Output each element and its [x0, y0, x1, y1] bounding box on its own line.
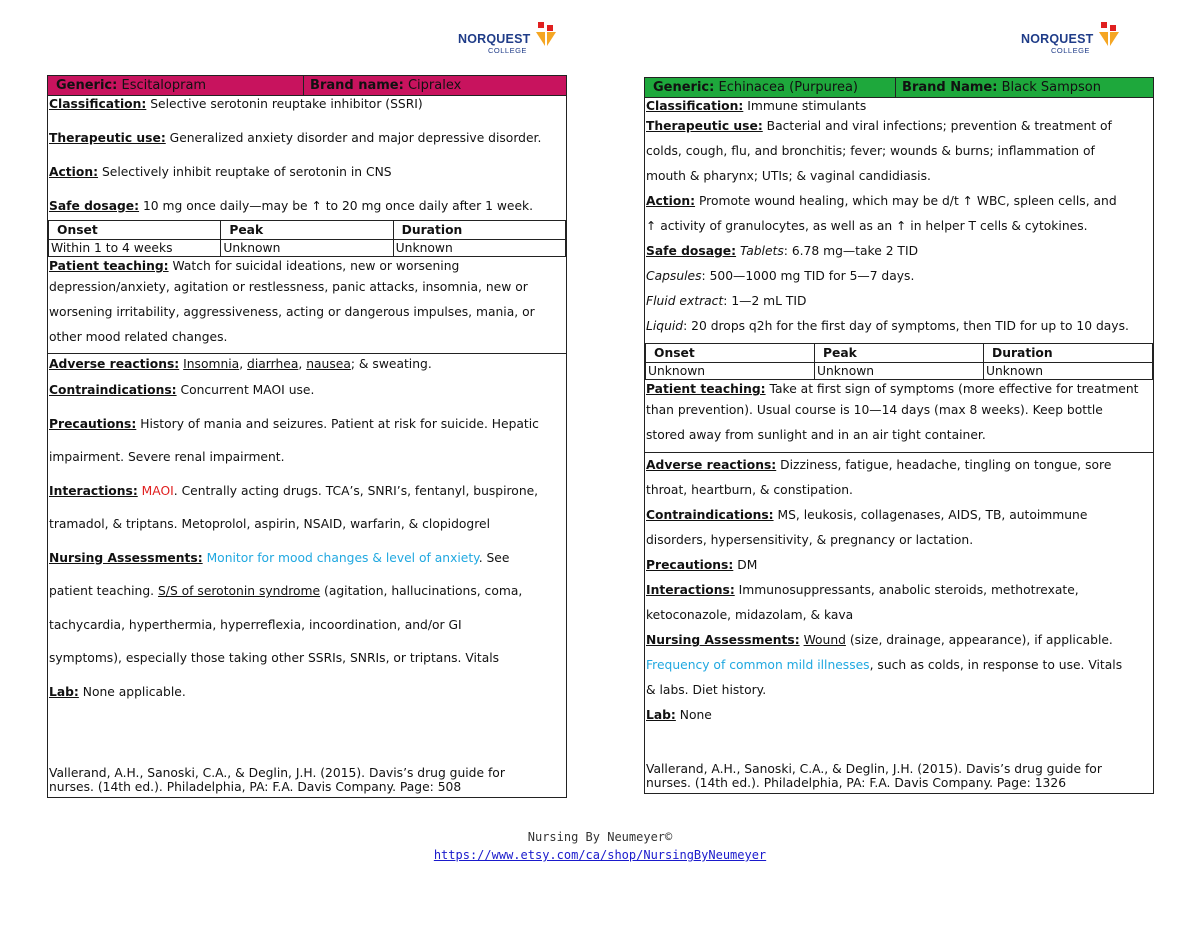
- footer-shop-link[interactable]: https://www.etsy.com/ca/shop/NursingByNeumeyer: [433, 848, 767, 862]
- assessments-row: Nursing Assessments: Wound (size, drainage, appearance), if applicable.: [646, 633, 1113, 647]
- generic-label: Generic:: [653, 80, 715, 95]
- drug-card-echinacea: [644, 77, 1154, 794]
- footer: [0, 830, 1200, 862]
- reactions-section: Adverse reactions: Insomnia, diarrhea, nausea; & sweating. Contraindications: Concurrent MAOI use. Precautions: History of mania and seizures. Patient at risk for suicide. Hepatic impairment. Severe renal impairment. Interactions: MAOI. Centrally acting drugs. TCA’s, SNRI’s, fentanyl, buspirone, tramadol, & triptans. Metoprolol, aspirin, NSAID, warfarin, & clopidogrel Nursing Assessments: Monitor for mood changes & level of anxiety. See patient teaching. S/S of serotonin syndrome (agitation, hallucinations, coma, tachycardia, hyperthermia, hyperreflexia, incoordination, and/or GI symptoms), especially those taking other SSRIs, SNRIs, or triptans. Vitals Lab: None applicable.: [48, 353, 566, 709]
- brand-value: Cipralex: [407, 78, 462, 93]
- logo-subtitle: COLLEGE: [488, 46, 527, 55]
- lab-row: Lab: None: [646, 708, 712, 722]
- peak-header: Peak: [221, 221, 393, 240]
- duration-value: Unknown: [393, 240, 565, 257]
- contra-row: Contraindications: Concurrent MAOI use.: [49, 383, 315, 397]
- right-top-section: Classification: Immune stimulants Therapeutic use: Bacterial and viral infections; prevention & treatment of colds, cough, flu, and bronchitis; fever; wounds & burns; inflammation of mouth & pharynx; UTIs; & vaginal candidiasis. Action: Promote wound healing, which may be d/t ↑ WBC, spleen cells, and ↑ activity of granulocytes, as well as an ↑ in helper T cells & cytokines. Safe dosage: Tablets: 6.78 mg—take 2 TID Capsules: 500—1000 mg TID for 5—7 days. Fluid extract: 1—2 mL TID Liquid: 20 drops q2h for the first day of symptoms, then TID for up to 10 days.: [645, 98, 1153, 339]
- precautions-row: Precautions: History of mania and seizures. Patient at risk for suicide. Hepatic: [49, 416, 539, 431]
- peak-value: Unknown: [815, 363, 984, 380]
- therapeutic-row: Therapeutic use: Generalized anxiety disorder and major depressive disorder.: [49, 131, 542, 145]
- citation: Vallerand, A.H., Sanoski, C.A., & Deglin, J.H. (2015). Davis’s drug guide for nurses. (14th ed.). Philadelphia, PA: F.A. Davis Company. Page: 1326: [646, 762, 1102, 790]
- brand-label: Brand name:: [310, 78, 404, 93]
- generic-label: Generic:: [56, 78, 118, 93]
- generic-value: Escitalopram: [121, 78, 207, 93]
- duration-header: Duration: [984, 344, 1153, 363]
- logo-emblem-icon: [1099, 22, 1119, 48]
- logo-wordmark: NORQUEST: [1021, 32, 1094, 46]
- onset-peak-duration-table: [645, 343, 1153, 380]
- teaching-section: Patient teaching: Watch for suicidal ideations, new or worsening depression/anxiety, agitation or restlessness, panic attacks, insomnia, new or worsening irritability, aggressiveness, acting or dangerous impulses, mania, or other mood related changes.: [49, 259, 535, 344]
- onset-header: Onset: [646, 344, 815, 363]
- logo-subtitle: COLLEGE: [1051, 46, 1090, 55]
- generic-value: Echinacea (Purpurea): [718, 80, 858, 95]
- brand-value: Black Sampson: [1001, 80, 1101, 95]
- lab-row: Lab: None applicable.: [49, 684, 186, 699]
- card-header: [48, 76, 566, 96]
- card-header: [645, 78, 1153, 98]
- assessments-row: Nursing Assessments: Monitor for mood changes & level of anxiety. See: [49, 550, 510, 565]
- norquest-logo-left: [458, 22, 558, 56]
- dosage-row: Safe dosage: 10 mg once daily—may be ↑ to 20 mg once daily after 1 week.: [49, 199, 534, 213]
- citation: Vallerand, A.H., Sanoski, C.A., & Deglin, J.H. (2015). Davis’s drug guide for nurses. (14th ed.). Philadelphia, PA: F.A. Davis Company. Page: 508: [49, 766, 505, 794]
- duration-value: Unknown: [984, 363, 1153, 380]
- drug-card-escitalopram: [47, 75, 567, 798]
- classification-row: Classification: Selective serotonin reuptake inhibitor (SSRI): [49, 97, 423, 111]
- therapeutic-row: Therapeutic use: Bacterial and viral infections; prevention & treatment of: [646, 119, 1112, 133]
- brand-label: Brand Name:: [902, 80, 998, 95]
- precautions-row: Precautions: DM: [646, 558, 758, 572]
- contra-row: Contraindications: MS, leukosis, collagenases, AIDS, TB, autoimmune: [646, 508, 1088, 522]
- reactions-section: Adverse reactions: Dizziness, fatigue, headache, tingling on tongue, sore throat, heartburn, & constipation. Contraindications: MS, leukosis, collagenases, AIDS, TB, autoimmune disorders, hypersensitivity, & pregnancy or lactation. Precautions: DM Interactions: Immunosuppressants, anabolic steroids, methotrexate, ketoconazole, midazolam, & kava Nursing Assessments: Wound (size, drainage, appearance), if applicable. Frequency of common mild illnesses, such as colds, in response to use. Vitals & labs. Diet history. Lab: None: [645, 452, 1153, 728]
- peak-header: Peak: [815, 344, 984, 363]
- onset-value: Within 1 to 4 weeks: [49, 240, 221, 257]
- onset-header: Onset: [49, 221, 221, 240]
- generic-cell: [645, 78, 896, 97]
- footer-credit: Nursing By Neumeyer©: [527, 830, 673, 844]
- teaching-section: Patient teaching: Take at first sign of symptoms (more effective for treatment than prevention). Usual course is 10—14 days (max 8 weeks). Keep bottle stored away from sunlight and in an air tight container.: [646, 382, 1139, 442]
- logo-emblem-icon: [536, 22, 556, 48]
- generic-cell: [48, 76, 304, 95]
- action-row: Action: Selectively inhibit reuptake of serotonin in CNS: [49, 165, 392, 179]
- adverse-row: Adverse reactions: Dizziness, fatigue, headache, tingling on tongue, sore: [646, 458, 1112, 472]
- onset-peak-duration-table: [48, 220, 566, 257]
- norquest-logo-right: [1021, 22, 1121, 56]
- dosage-row: Safe dosage: Tablets: 6.78 mg—take 2 TID: [646, 244, 919, 258]
- onset-value: Unknown: [646, 363, 815, 380]
- action-row: Action: Promote wound healing, which may be d/t ↑ WBC, spleen cells, and: [646, 194, 1117, 208]
- brand-cell: [896, 78, 1153, 97]
- brand-cell: [304, 76, 566, 95]
- interactions-row: Interactions: Immunosuppressants, anabolic steroids, methotrexate,: [646, 583, 1079, 597]
- peak-value: Unknown: [221, 240, 393, 257]
- duration-header: Duration: [393, 221, 565, 240]
- interactions-row: Interactions: MAOI. Centrally acting drugs. TCA’s, SNRI’s, fentanyl, buspirone,: [49, 483, 539, 498]
- adverse-row: Adverse reactions: Insomnia, diarrhea, nausea; & sweating.: [49, 357, 432, 371]
- logo-wordmark: NORQUEST: [458, 32, 531, 46]
- classification-row: Classification: Immune stimulants: [646, 99, 867, 113]
